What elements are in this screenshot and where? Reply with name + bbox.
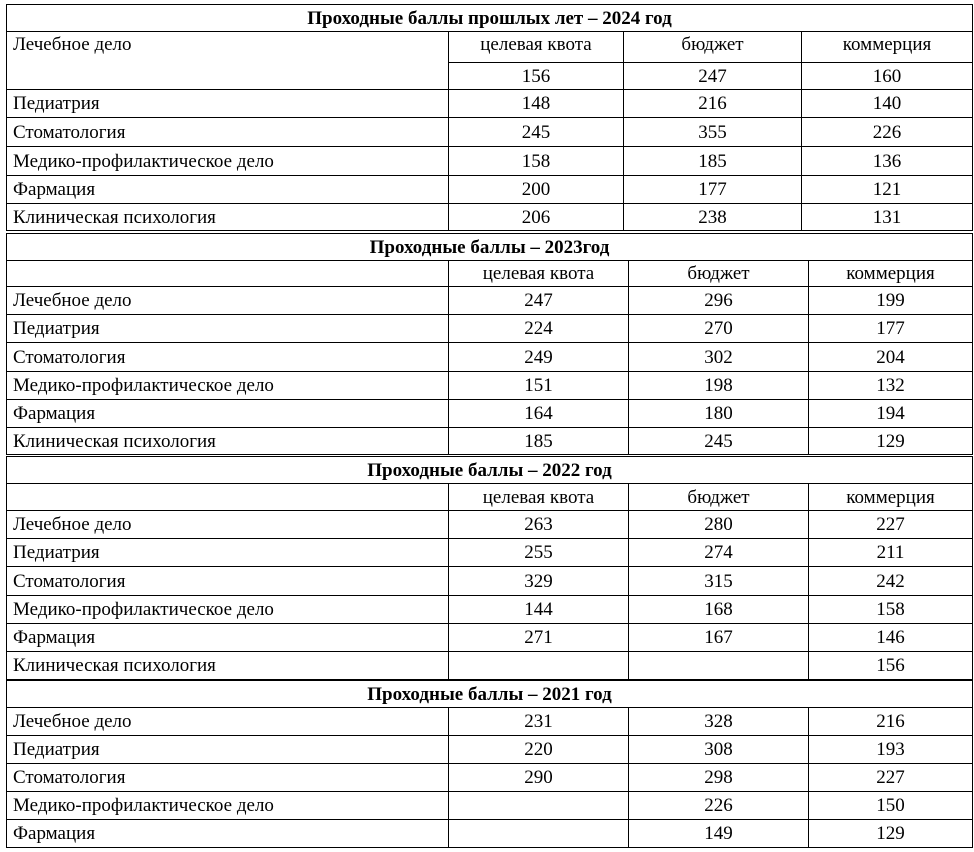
table-row [7, 652, 973, 680]
row-name: Фармация [7, 400, 449, 428]
cell-value: 224 [449, 315, 629, 343]
cell-value: 245 [629, 428, 809, 455]
cell-value: 298 [629, 764, 809, 792]
section-title-2021: Проходные баллы – 2021 год [7, 681, 973, 708]
row-name: Клиническая психология [7, 204, 449, 231]
cell-value: 200 [449, 176, 624, 204]
table-row [7, 315, 973, 343]
col-header-commercial: коммерция [809, 261, 973, 287]
cell-value: 129 [809, 428, 973, 455]
section-title-2024: Проходные баллы прошлых лет – 2024 год [7, 5, 973, 32]
cell-value: 136 [802, 147, 973, 176]
cell-value: 329 [449, 567, 629, 596]
cell-value: 193 [809, 736, 973, 764]
cell-value: 238 [624, 204, 802, 231]
cell-value: 274 [629, 539, 809, 567]
row-name: Клиническая психология [7, 652, 449, 680]
col-header-target-quota: целевая квота [449, 32, 624, 63]
cell-value: 160 [802, 63, 973, 90]
cell-value: 231 [449, 708, 629, 736]
cell-value: 199 [809, 287, 973, 315]
table-2021 [6, 680, 973, 848]
cell-value: 280 [629, 511, 809, 539]
cell-value: 216 [809, 708, 973, 736]
row-name: Стоматология [7, 118, 449, 147]
table-row [7, 204, 973, 231]
table-row [7, 736, 973, 764]
table-row [7, 90, 973, 118]
table-row [7, 343, 973, 372]
cell-value: 198 [629, 372, 809, 400]
table-row [7, 624, 973, 652]
cell-value: 242 [809, 567, 973, 596]
table-row [7, 708, 973, 736]
cell-value [449, 820, 629, 848]
table-row [7, 428, 973, 455]
row-name: Лечебное дело [7, 287, 449, 315]
cell-value: 249 [449, 343, 629, 372]
cell-value: 180 [629, 400, 809, 428]
cell-value: 206 [449, 204, 624, 231]
col-header-budget: бюджет [629, 261, 809, 287]
cell-value: 247 [624, 63, 802, 90]
section-title-2022: Проходные баллы – 2022 год [7, 457, 973, 484]
col-header-target-quota: целевая квота [449, 484, 629, 511]
cell-value: 158 [449, 147, 624, 176]
cell-value: 245 [449, 118, 624, 147]
row-name: Стоматология [7, 567, 449, 596]
row-name: Клиническая психология [7, 428, 449, 455]
table-row [7, 287, 973, 315]
row-name: Лечебное дело [7, 511, 449, 539]
col-header-budget: бюджет [629, 484, 809, 511]
empty-cell [7, 261, 449, 287]
cell-value [449, 652, 629, 680]
cell-value: 129 [809, 820, 973, 848]
col-header-budget: бюджет [624, 32, 802, 63]
cell-value: 150 [809, 792, 973, 820]
row-name: Медико-профилактическое дело [7, 147, 449, 176]
cell-value: 355 [624, 118, 802, 147]
cell-value: 290 [449, 764, 629, 792]
cell-value: 255 [449, 539, 629, 567]
table-row [7, 792, 973, 820]
cell-value: 121 [802, 176, 973, 204]
cell-value: 149 [629, 820, 809, 848]
table-row [7, 118, 973, 147]
cell-value: 146 [809, 624, 973, 652]
cell-value: 194 [809, 400, 973, 428]
cell-value: 271 [449, 624, 629, 652]
cell-value: 270 [629, 315, 809, 343]
cell-value: 296 [629, 287, 809, 315]
table-row [7, 511, 973, 539]
cell-value: 308 [629, 736, 809, 764]
row-name: Стоматология [7, 343, 449, 372]
section-title-2023: Проходные баллы – 2023год [7, 234, 973, 261]
cell-value: 151 [449, 372, 629, 400]
cell-value: 132 [809, 372, 973, 400]
table-row [7, 567, 973, 596]
table-row [7, 372, 973, 400]
table-2022 [6, 456, 973, 680]
table-row [7, 147, 973, 176]
row-name: Стоматология [7, 764, 449, 792]
row-name: Медико-профилактическое дело [7, 372, 449, 400]
row-name: Педиатрия [7, 315, 449, 343]
row-name: Фармация [7, 176, 449, 204]
row-name: Медико-профилактическое дело [7, 596, 449, 624]
col-header-commercial: коммерция [809, 484, 973, 511]
cell-value: 156 [449, 63, 624, 90]
cell-value: 263 [449, 511, 629, 539]
cell-value: 328 [629, 708, 809, 736]
cell-value: 220 [449, 736, 629, 764]
table-2023 [6, 233, 973, 455]
cell-value [449, 792, 629, 820]
row-name: Лечебное дело [7, 708, 449, 736]
cell-value: 227 [809, 764, 973, 792]
cell-value: 226 [629, 792, 809, 820]
cell-value: 144 [449, 596, 629, 624]
cell-value: 156 [809, 652, 973, 680]
cell-value: 158 [809, 596, 973, 624]
table-row [7, 539, 973, 567]
cell-value [629, 652, 809, 680]
table-row [7, 400, 973, 428]
row-name: Медико-профилактическое дело [7, 792, 449, 820]
cell-value: 177 [624, 176, 802, 204]
cell-value: 315 [629, 567, 809, 596]
cell-value: 302 [629, 343, 809, 372]
row-name: Педиатрия [7, 539, 449, 567]
cell-value: 140 [802, 90, 973, 118]
cell-value: 247 [449, 287, 629, 315]
col-header-commercial: коммерция [802, 32, 973, 63]
cell-value: 185 [624, 147, 802, 176]
table-row [7, 764, 973, 792]
cell-value: 185 [449, 428, 629, 455]
row-name: Педиатрия [7, 90, 449, 118]
cell-value: 211 [809, 539, 973, 567]
table-row [7, 596, 973, 624]
row-name: Фармация [7, 624, 449, 652]
cell-value: 164 [449, 400, 629, 428]
cell-value: 131 [802, 204, 973, 231]
empty-cell [7, 484, 449, 511]
row-name: Педиатрия [7, 736, 449, 764]
cell-value: 204 [809, 343, 973, 372]
cell-value: 216 [624, 90, 802, 118]
cell-value: 148 [449, 90, 624, 118]
cell-value: 167 [629, 624, 809, 652]
cell-value: 226 [802, 118, 973, 147]
cell-value: 227 [809, 511, 973, 539]
row-name: Фармация [7, 820, 449, 848]
cell-value: 177 [809, 315, 973, 343]
cell-value: 168 [629, 596, 809, 624]
table-2024 [6, 4, 973, 231]
table-row [7, 820, 973, 848]
table-row [7, 176, 973, 204]
col-header-target-quota: целевая квота [449, 261, 629, 287]
row-name: Лечебное дело [7, 32, 449, 90]
